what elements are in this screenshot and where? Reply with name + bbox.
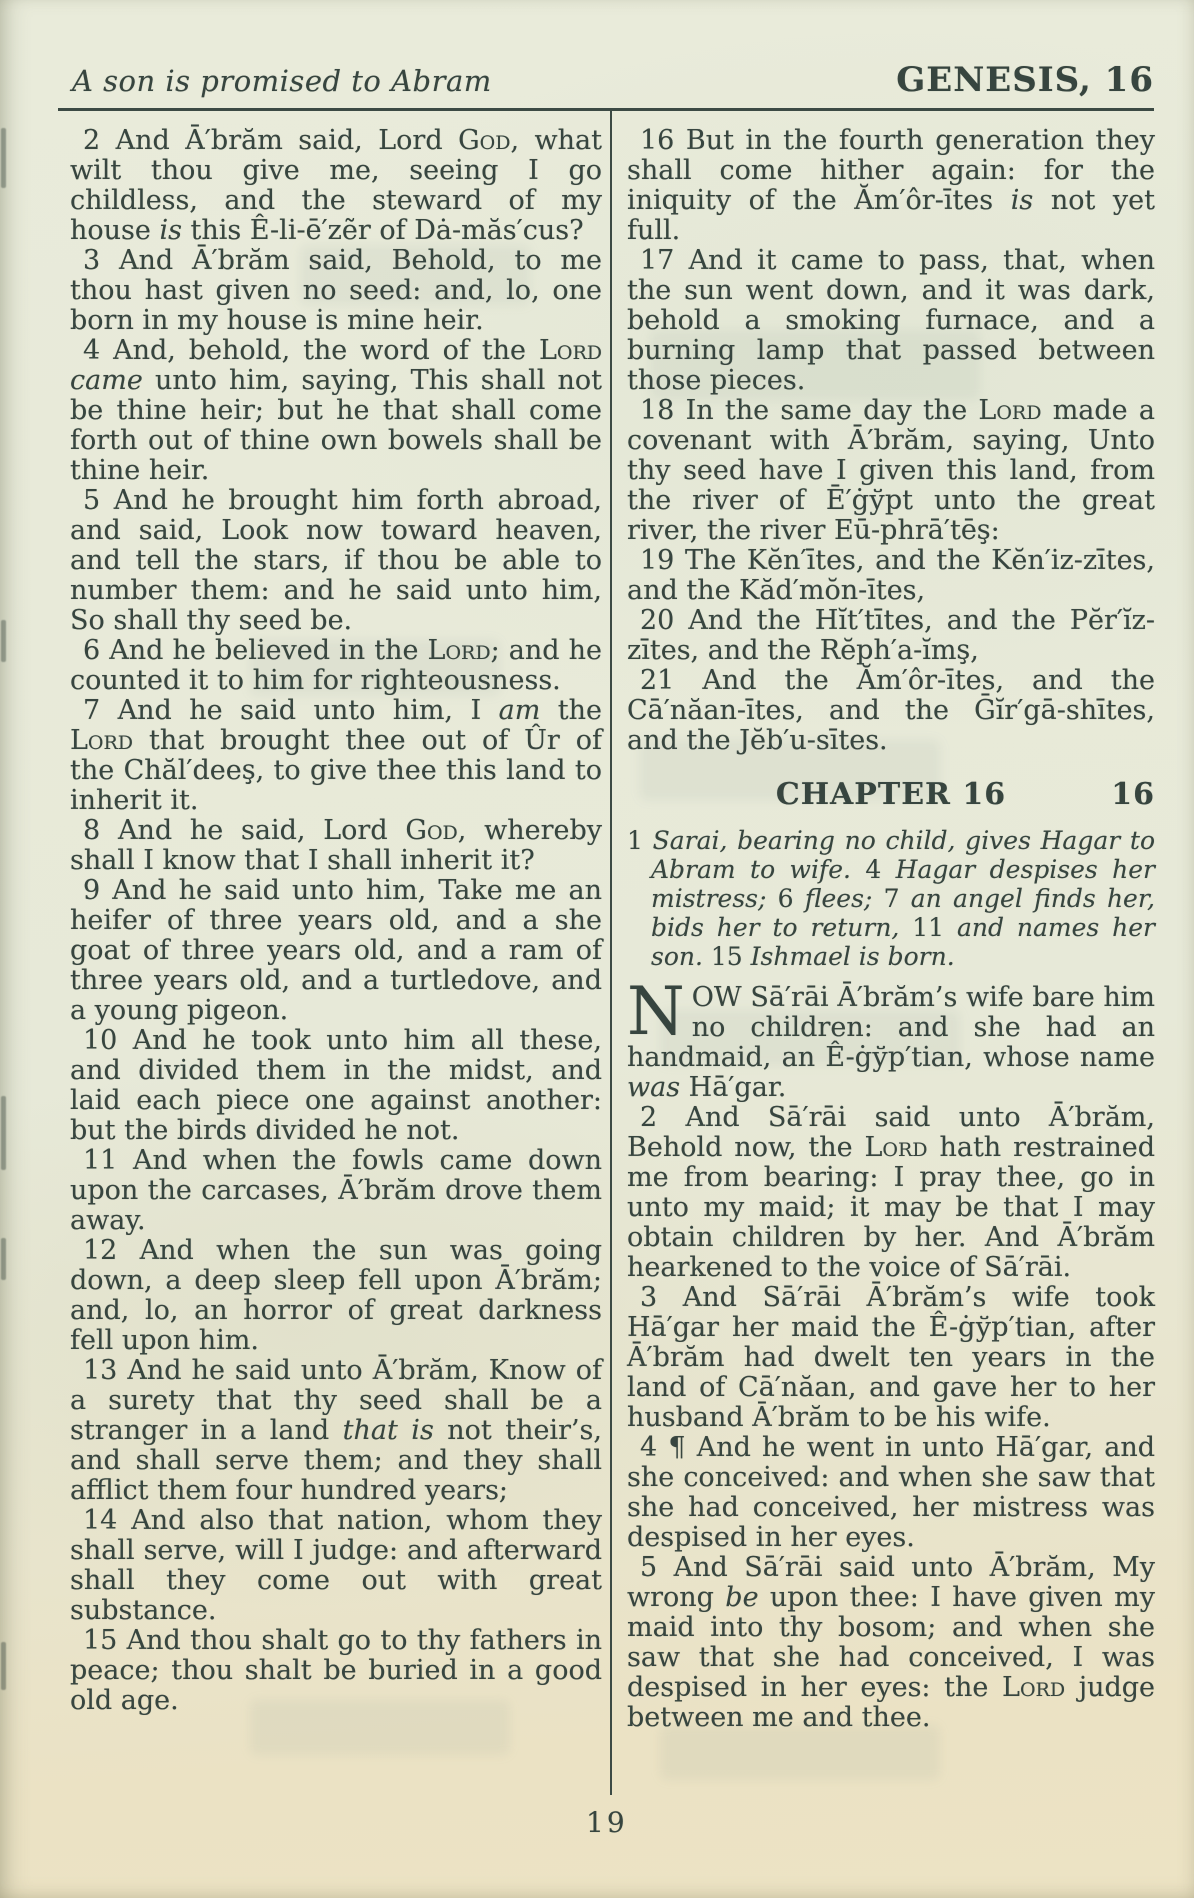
verse-number: 2 — [83, 125, 116, 156]
text-segment: And when the sun was going down, a deep sleep fell upon Ā′brăm; and, lo, an horror of great darkness fell upon him. — [70, 1235, 602, 1356]
verse-number: 18 — [640, 395, 686, 426]
running-head — [72, 60, 1154, 100]
text-segment: Lord — [427, 635, 491, 666]
text-segment: judge between me and thee. — [627, 1672, 1156, 1733]
text-segment: And Ā′brăm said, Behold, to me thou hast given no seed: and, lo, one born in my house is mine heir. — [70, 245, 602, 336]
text-segment: And he believed in the — [109, 635, 428, 666]
verse-number: 3 — [83, 245, 120, 276]
verse — [70, 636, 602, 696]
text-segment: And also that nation, whom they shall serve, will I judge: and afterward shall they come out with great substance. — [70, 1505, 602, 1626]
verse — [70, 126, 602, 246]
text-segment: And it came to pass, that, when the sun went down, and it was dark, behold a smoking furnace, and a burning lamp that passed between those pieces. — [627, 245, 1155, 396]
verse-number: 4 — [83, 335, 114, 366]
verse-number: 11 — [83, 1145, 133, 1176]
text-segment: Sarai, bearing no child, gives Hagar to Abram to wife. — [651, 826, 1155, 884]
text-segment: ¶ And he went in unto Hā′gar, and she conceived: and when she saw that she had conceived, her mistress was despised in her eyes. — [627, 1432, 1155, 1553]
column-divider — [610, 111, 612, 1795]
text-segment: And Ā′brăm said, Lord — [115, 125, 459, 156]
text-segment: Ishmael is born. — [750, 942, 955, 971]
text-segment: unto him, saying, This shall not be thine heir; but he that shall come forth out of thine own bowels shall be thine heir. — [70, 365, 602, 486]
verse-number: 20 — [640, 605, 689, 636]
verse — [70, 1506, 602, 1626]
text-segment: that is — [342, 1415, 434, 1446]
text-segment: But in the fourth generation they shall come hither again: for the iniquity of the Ăm′ôr-ītes — [627, 125, 1155, 216]
text-segment: God — [405, 815, 458, 846]
text-segment: And the Hĭt′tītes, and the Pĕr′ĭz-zītes, and the Rĕph′a-ĭmş, — [627, 605, 1155, 666]
verse — [627, 246, 1155, 396]
text-segment: 11 — [899, 913, 957, 942]
text-segment: hath restrained me from bearing: I pray thee, go in unto my maid; it may be that I may obtain children by her. And Ā′brăm hearkened to the voice of Sā′rāi. — [627, 1132, 1155, 1283]
verse — [70, 1626, 602, 1716]
verse-number: 5 — [640, 1552, 674, 1583]
text-segment: came — [70, 365, 143, 396]
text-segment: an angel finds her, bids her to return, — [651, 884, 1155, 942]
verse — [70, 696, 602, 816]
verse-number: 19 — [640, 545, 685, 576]
text-segment: not their’s, and shall serve them; and they shall afflict them four hundred years; — [70, 1415, 602, 1506]
verse — [70, 246, 602, 336]
text-segment: flees; — [804, 884, 873, 913]
verse — [70, 1356, 602, 1506]
text-segment: this Ê-li-ē′zẽr of Dȧ-măs′cus? — [181, 215, 584, 246]
chapter-margin-number: 16 — [1111, 777, 1155, 812]
verse-number: 4 — [640, 1432, 669, 1463]
verse — [627, 1553, 1155, 1733]
text-segment: that brought thee out of Ûr of the Chăl′deeş, to give thee this land to inherit it. — [70, 725, 602, 816]
text-segment: God — [458, 125, 511, 156]
left-column — [70, 126, 602, 1716]
verse — [627, 126, 1155, 246]
text-segment: And Sā′rāi said unto Ā′brăm, Behold now, the — [627, 1102, 1155, 1163]
binding-edge-mark — [1, 620, 6, 662]
text-segment: And Sā′rāi said unto Ā′brăm, My wrong — [627, 1552, 1155, 1613]
verse-number: 2 — [640, 1102, 686, 1133]
text-segment: is — [159, 215, 182, 246]
show-through-blur — [660, 1725, 940, 1780]
text-segment: Hā′gar. — [680, 1072, 787, 1103]
verse — [70, 1146, 602, 1236]
text-segment: , what wilt thou give me, seeing I go childless, and the steward of my house — [70, 125, 602, 246]
text-segment: , whereby shall I know that I shall inherit it? — [70, 815, 603, 876]
drop-cap: N — [627, 973, 685, 1050]
verse-number: 7 — [83, 695, 118, 726]
text-segment: The Kĕn′ītes, and the Kĕn′iz-zītes, and the Kăd′mŏn-ītes, — [627, 545, 1155, 606]
text-segment: Lord — [538, 335, 602, 366]
verse — [70, 876, 602, 1026]
text-segment: Hagar despises her mistress; — [651, 855, 1155, 913]
text-segment: And thou shalt go to thy fathers in peace; thou shalt be buried in a good old age. — [70, 1625, 602, 1716]
text-segment: Lord — [864, 1132, 928, 1163]
binding-edge-mark — [1, 1642, 6, 1690]
text-segment: And, behold, the word of the — [113, 335, 539, 366]
chapter-summary — [627, 826, 1155, 971]
right-column-verses-top — [627, 126, 1155, 756]
verse-number: 12 — [83, 1235, 140, 1266]
text-segment: ; and he counted it to him for righteousness. — [70, 635, 602, 696]
text-segment: and names her son. — [651, 913, 1155, 971]
text-segment: In the same day the — [685, 395, 979, 426]
binding-edge-mark — [1, 128, 6, 188]
text-segment: 7 — [872, 884, 911, 913]
verse-number: 17 — [640, 245, 689, 276]
verse — [70, 1236, 602, 1356]
running-head-reference: GENESIS, 16 — [896, 60, 1154, 100]
text-segment: be — [725, 1582, 759, 1613]
verse — [70, 486, 602, 636]
text-segment: Lord — [1002, 1672, 1066, 1703]
text-segment: And when the fowls came down upon the carcases, Ā′brăm drove them away. — [70, 1145, 602, 1236]
verse — [627, 1433, 1155, 1553]
verse — [627, 1283, 1155, 1433]
running-head-title: A son is promised to Abram — [72, 64, 492, 98]
verse-number: 5 — [83, 485, 114, 516]
text-segment: 6 — [766, 884, 805, 913]
verse-number: 13 — [83, 1355, 128, 1386]
verse-number: 16 — [640, 125, 686, 156]
text-segment: And he brought him forth abroad, and said, Look now toward heaven, and tell the stars, if thou be able to number them: and he said unto him, So shall thy seed be. — [70, 485, 602, 636]
text-segment: And he took unto him all these, and divided them in the midst, and laid each piece one against another: but the birds divided he not. — [70, 1025, 602, 1146]
verse-number: 21 — [640, 665, 703, 696]
verse — [627, 666, 1155, 756]
text-segment: upon thee: I have given my maid into thy bosom; and when she saw that she had conceived, I was despised in her eyes: the — [627, 1582, 1156, 1703]
text-segment: 15 — [702, 942, 751, 971]
verse-number: 8 — [83, 815, 118, 846]
binding-edge-mark — [1, 1238, 6, 1280]
text-segment: And he said unto Ā′brăm, Know of a surety that thy seed shall be a stranger in a land — [70, 1355, 602, 1446]
text-segment: made a covenant with Ā′brăm, saying, Unto thy seed have I given this land, from the river of Ē′ġўpt unto the great river, the river Eū-phrā′tēş: — [627, 395, 1155, 546]
text-segment: 1 — [627, 826, 653, 855]
text-segment: the — [540, 695, 602, 726]
text-segment: And he said unto him, Take me an heifer of three years old, and a she goat of three years old, and a ram of three years old, and a turtledove, and a young pigeon. — [70, 875, 603, 1026]
verse-number: 10 — [83, 1025, 133, 1056]
page-number: 19 — [586, 1806, 628, 1839]
verse-number: 6 — [83, 635, 110, 666]
text-segment: was — [627, 1072, 681, 1103]
text-segment: And the Ăm′ôr-ītes, and the Cā′năan-ītes, and the Ḡĭr′gā-shītes, and the Jĕb′u-sītes. — [627, 665, 1155, 756]
verse-number: 9 — [83, 875, 113, 906]
verse-number: 15 — [83, 1625, 127, 1656]
verse — [627, 396, 1155, 546]
text-segment: not yet full. — [627, 185, 1155, 246]
text-segment: And he said, Lord — [117, 815, 406, 846]
verse-number: 3 — [640, 1282, 683, 1313]
verse — [627, 1103, 1155, 1283]
text-segment: And Sā′rāi Ā′brăm’s wife took Hā′gar her maid the Ê-ġўp′tian, after Ā′brăm had dwelt ten years in the land of Cā′năan, and gave her to her husband Ā′brăm to be his wife. — [627, 1282, 1156, 1433]
verse — [627, 973, 1155, 1103]
text-segment: 4 — [850, 855, 896, 884]
chapter-heading-row — [627, 778, 1155, 812]
text-segment: Lord — [70, 725, 134, 756]
verse — [627, 546, 1155, 606]
verse — [70, 816, 602, 876]
chapter-heading: CHAPTER 16 — [775, 777, 1007, 812]
right-column — [627, 126, 1155, 1733]
text-segment: is — [1010, 185, 1034, 216]
header-rule — [58, 108, 1154, 111]
text-segment: Lord — [978, 395, 1042, 426]
verse-number: 14 — [83, 1505, 132, 1536]
right-column-verses-bottom — [627, 973, 1156, 1733]
verse — [70, 336, 602, 486]
text-segment: And he said unto him, I — [117, 695, 499, 726]
text-segment: OW Sā′rāi Ā′brăm’s wife bare him no children: and she had an handmaid, an Ê-ġўp′tian, whose name — [627, 982, 1155, 1073]
binding-edge-mark — [1, 1096, 6, 1170]
verse — [70, 1026, 602, 1146]
text-segment: am — [498, 695, 541, 726]
verse — [627, 606, 1155, 666]
